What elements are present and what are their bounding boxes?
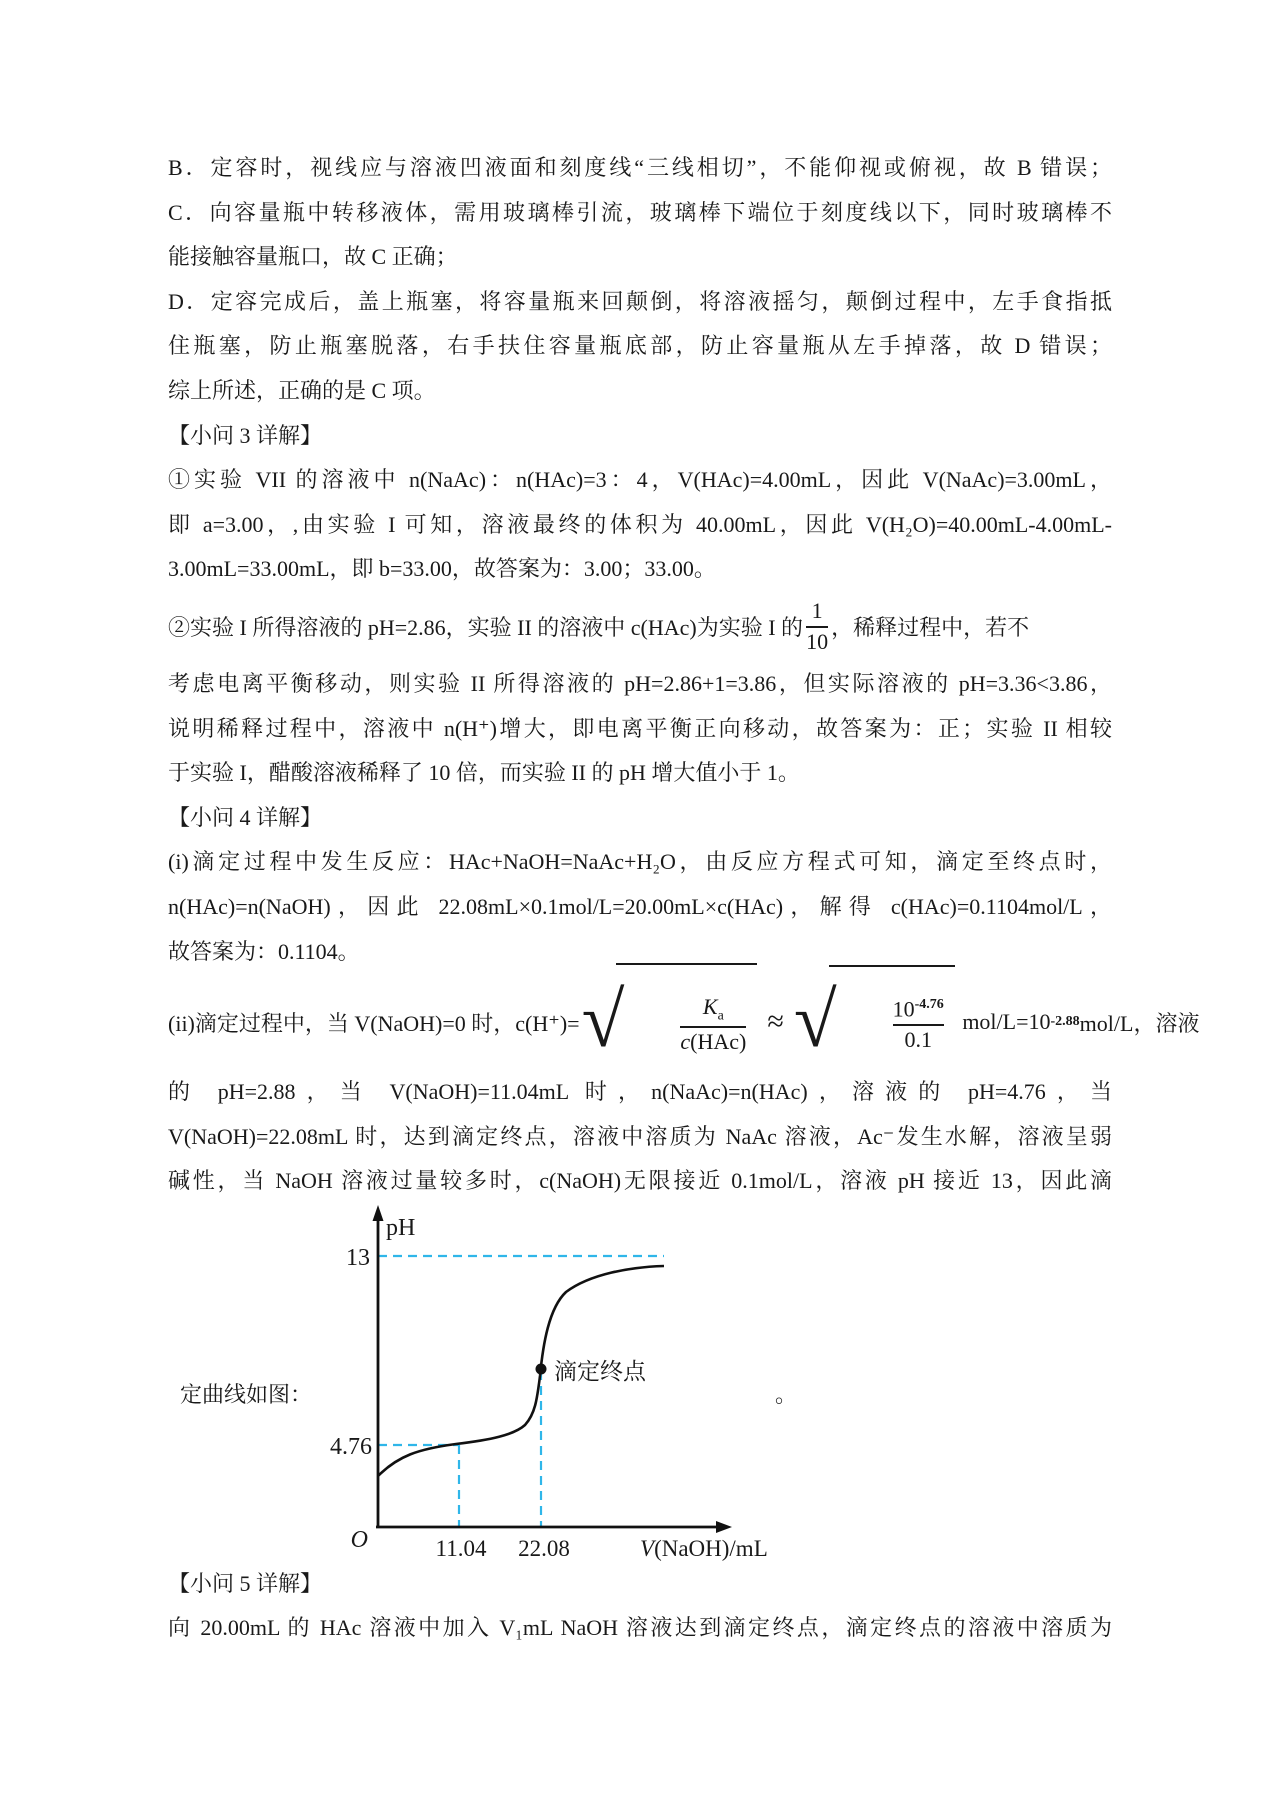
text-line: 能接触容量瓶口，故 C 正确；	[168, 244, 458, 270]
text-line: 故答案为：0.1104。	[168, 938, 360, 964]
sqrt-numeric	[794, 965, 955, 1079]
text-line: ①实验 VII 的溶液中 n(NaAc)：n(HAc)=3：4，V(HAc)=4.00mL，因此 V(NaAc)=3.00mL，	[168, 467, 1112, 493]
section-heading: 【小问 3 详解】	[168, 422, 323, 448]
fraction-denominator: 10	[806, 628, 829, 654]
radical-sign: √	[793, 975, 837, 1063]
text-line: 综上所述，正确的是 C 项。	[168, 377, 436, 403]
radical-sign: √	[581, 975, 625, 1063]
exponent-288: -2.88	[1050, 1014, 1080, 1030]
text-line: n(HAc)=n(NaOH)，因此 22.08mL×0.1mol/L=20.00mL×c(HAc)，解得 c(HAc)=0.1104mol/L，	[168, 893, 1112, 919]
fraction-numerator: 1	[811, 598, 823, 624]
text-line: (i)滴定过程中发生反应：HAc+NaOH=NaAc+H₂O，由反应方程式可知，滴定至终点时，	[168, 849, 1112, 875]
fraction-one-tenth	[806, 599, 828, 654]
fraction-bar	[680, 1026, 746, 1028]
ten-base: 10	[892, 996, 915, 1022]
y-axis-label: pH	[386, 1214, 416, 1241]
ka-symbol: K	[702, 994, 718, 1020]
text-line: 3.00mL=33.00mL，即 b=33.00，故答案为：3.00；33.00。	[168, 556, 716, 582]
ka-subscript: a	[717, 1008, 724, 1024]
y-tick-476: 4.76	[330, 1433, 372, 1460]
fraction-line-before: ②实验 I 所得溶液的 pH=2.86，实验 II 的溶液中 c(HAc)为实验 I 的	[168, 615, 804, 641]
text-line: 说明稀释过程中，溶液中 n(H⁺)增大，即电离平衡正向移动，故答案为：正；实验 II 相较	[168, 715, 1112, 741]
sentence-period: 。	[775, 1381, 798, 1407]
x-tick-1104: 11.04	[435, 1535, 487, 1561]
titration-chart-svg	[318, 1204, 788, 1562]
x-tick-2208: 22.08	[518, 1535, 570, 1561]
c-hac-text: (HAc)	[690, 1029, 747, 1055]
text-line: B．定容时，视线应与溶液凹液面和刻度线“三线相切”，不能仰视或俯视，故 B 错误；	[168, 155, 1112, 180]
text-line-with-formula	[168, 974, 1200, 1070]
titration-figure	[168, 1204, 1112, 1562]
text-line: 住瓶塞，防止瓶塞脱落，右手扶住容量瓶底部，防止容量瓶从左手掉落，故 D 错误；	[168, 333, 1112, 359]
endpoint-dot	[536, 1363, 547, 1374]
text-line: 向 20.00mL 的 HAc 溶液中加入 V₁mL NaOH 溶液达到滴定终点，滴定终点的溶液中溶质为	[168, 1615, 1112, 1641]
text-line: 即 a=3.00，,由实验 I 可知，溶液最终的体积为 40.00mL，因此 V(H₂O)=40.00mL-4.00mL-	[168, 511, 1112, 537]
formula-after: mol/L，溶液	[1079, 1010, 1200, 1036]
text-line: 碱性，当 NaOH 溶液过量较多时，c(NaOH)无限接近 0.1mol/L，溶液 pH 接近 13，因此滴	[168, 1168, 1112, 1194]
document-body	[168, 146, 1200, 1651]
fraction-bar	[806, 626, 828, 628]
text-line: C．向容量瓶中转移液体，需用玻璃棒引流，玻璃棒下端位于刻度线以下，同时玻璃棒不	[168, 199, 1112, 225]
text-line: 的 pH=2.88，当 V(NaOH)=11.04mL 时，n(NaAc)=n(HAc)，溶液的 pH=4.76，当	[168, 1079, 1112, 1105]
y-tick-13: 13	[346, 1244, 370, 1271]
text-line: 于实验 I，醋酸溶液稀释了 10 倍，而实验 II 的 pH 增大值小于 1。	[168, 760, 800, 786]
text-line: D．定容完成后，盖上瓶塞，将容量瓶来回颠倒，将溶液摇匀，颠倒过程中，左手食指抵	[168, 288, 1112, 314]
formula-before: (ii)滴定过程中，当 V(NaOH)=0 时，c(H⁺)=	[168, 1010, 580, 1036]
section-heading: 【小问 4 详解】	[168, 804, 323, 830]
endpoint-label: 滴定终点	[554, 1358, 646, 1384]
exponent-476: -4.76	[914, 997, 944, 1013]
text-line-with-fraction	[168, 592, 1112, 662]
y-axis-arrow	[373, 1205, 384, 1221]
section-heading: 【小问 5 详解】	[168, 1570, 323, 1596]
text-line: V(NaOH)=22.08mL 时，达到滴定终点，溶液中溶质为 NaAc 溶液，Ac⁻发生水解，溶液呈弱	[168, 1123, 1112, 1149]
x-axis-arrow	[716, 1521, 732, 1533]
sqrt-ka-over-c	[582, 963, 758, 1081]
text-line: 考虑电离平衡移动，则实验 II 所得溶液的 pH=2.86+1=3.86，但实际溶液的 pH=3.36<3.86，	[168, 670, 1112, 696]
x-axis-label: V(NaOH)/mL	[640, 1535, 768, 1561]
origin-label: O	[350, 1526, 368, 1553]
fraction-line-after: ，稀释过程中，若不	[831, 615, 1030, 641]
approx-symbol: ≈	[767, 1005, 784, 1039]
c-symbol: c	[680, 1029, 691, 1055]
denominator-01: 0.1	[904, 1027, 932, 1053]
formula-mid: mol/L=10	[956, 1009, 1051, 1035]
figure-left-label: 定曲线如图：	[180, 1381, 313, 1407]
fraction-bar	[893, 1024, 944, 1026]
